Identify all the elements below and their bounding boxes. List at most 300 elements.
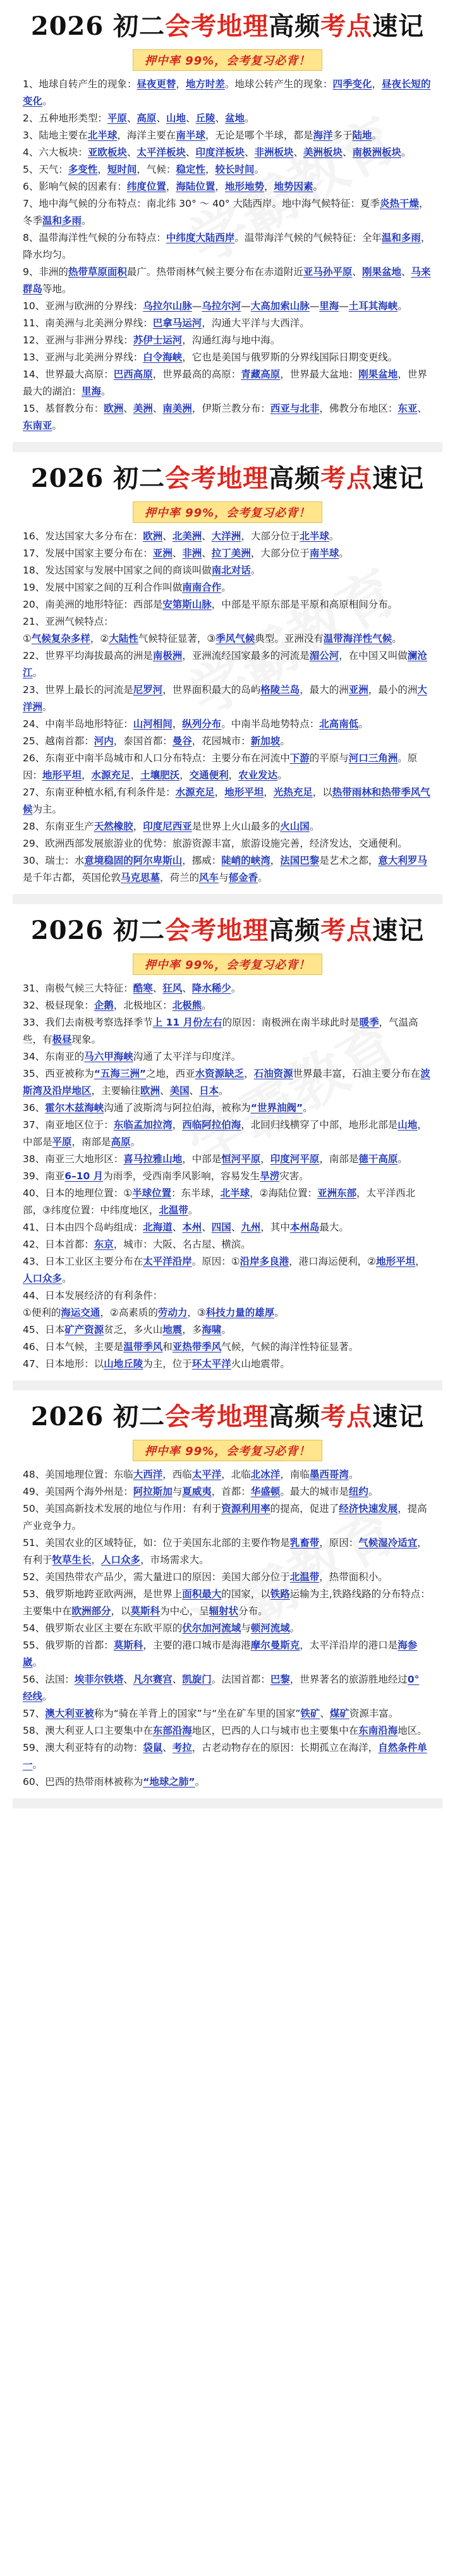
point-text: ，佛教分布地区： (319, 403, 398, 414)
point-text: 、 (123, 403, 133, 414)
point-text: 、 (182, 983, 192, 994)
key-term: 山河相间 (133, 718, 173, 730)
key-term: 海啸 (202, 1324, 222, 1335)
key-term: 温和多雨 (381, 232, 421, 243)
point-item (23, 298, 432, 315)
point-text: 3、陆地主要在 (23, 130, 88, 141)
point-text: 。 (245, 113, 255, 124)
point-text: 。 (202, 1000, 212, 1011)
point-text: 是世界上火山最多的 (191, 821, 281, 832)
key-term: 乌拉尔山脉 (143, 300, 192, 312)
point-text: 13、亚洲与北美洲分界线： (23, 352, 143, 363)
point-text: ，主要的港口城市是海港 (143, 1640, 251, 1651)
point-text: 。 (130, 1136, 141, 1148)
point-text: 40、日本的地理位置：① (23, 1187, 133, 1199)
point-text: ，在中国又叫做 (339, 650, 408, 661)
point-text: ， (179, 770, 190, 781)
point-text: 10、亚洲与欧洲的分界线： (23, 300, 143, 312)
key-term: 水源充足 (91, 770, 131, 781)
key-term: 本州 (182, 1222, 202, 1233)
point-text: ，原因： (319, 1537, 359, 1549)
key-term: 非洲 (182, 548, 202, 559)
point-text: ， (133, 821, 143, 832)
point-item (23, 613, 432, 630)
key-term: 极昼 (52, 1034, 72, 1045)
point-item (23, 784, 432, 818)
point-text: 、 (172, 548, 183, 559)
point-text: ，花园城市： (191, 735, 251, 747)
point-item (23, 579, 432, 596)
point-text: 52、美国热带农产品少，需大量进口的原因：美国大部分位于 (23, 1571, 290, 1583)
point-item (23, 1535, 432, 1569)
point-text: 35、西亚被称为 (23, 1068, 94, 1079)
point-text: ，世界最大盆地： (280, 369, 359, 380)
point-text: 。原因： (23, 752, 418, 781)
point-text: ， (166, 181, 176, 192)
key-term: 下游 (289, 752, 310, 764)
point-text: 。地球公转产生的现象： (224, 78, 333, 90)
title-part-title-end: 速记 (372, 1402, 425, 1432)
point-item (23, 1048, 432, 1065)
key-term: 凯旋门 (182, 1674, 212, 1685)
key-term: 埃菲尔铁塔 (74, 1674, 124, 1685)
key-term: 里海 (319, 300, 339, 312)
point-text: 25、越南首都： (23, 735, 94, 747)
point-text: 。法国首都： (211, 1674, 270, 1685)
point-text: ，亚洲流经国家最多的河流是 (182, 650, 310, 661)
point-list (23, 528, 432, 886)
key-term: 美国 (169, 1085, 190, 1096)
point-text: ， (172, 1119, 183, 1131)
point-text: ，海洋主要在 (117, 130, 176, 141)
point-item (23, 366, 432, 400)
key-term: 安第斯山脉 (162, 599, 212, 610)
point-text: 44、日本发展经济的有利条件： (23, 1290, 163, 1301)
point-text: 12、亚洲与非洲分界线： (23, 334, 133, 346)
key-term: 自然条件单一 (23, 1742, 427, 1770)
key-term: 海陆位置 (176, 181, 215, 192)
key-term: 河口三角洲 (348, 752, 398, 764)
point-item (23, 1483, 432, 1500)
key-term: 马克思墓 (121, 872, 161, 883)
point-text: 15、基督教分布： (23, 403, 104, 414)
key-term: 本州岛 (289, 1222, 320, 1233)
point-text: 38、南亚三大地形区： (23, 1153, 124, 1165)
point-text: 。 (62, 1273, 72, 1284)
key-term: 四季变化 (332, 78, 372, 90)
point-item (23, 1014, 432, 1048)
point-item (23, 1774, 432, 1791)
point-text: 、 (352, 266, 362, 278)
point-text: ①便利的 (23, 1307, 61, 1318)
title-part-title-year: 2026 初二 (30, 11, 166, 41)
key-term: 太平洋沿岸 (143, 1256, 192, 1267)
point-text: 。 (52, 420, 63, 431)
key-term: 海参崴 (23, 1640, 418, 1668)
key-term: 陆地 (352, 130, 372, 141)
key-term: 河内 (94, 735, 114, 747)
point-text: 9、非洲的 (23, 266, 68, 278)
title-part-title-red2: 考点 (320, 1402, 373, 1432)
point-item (23, 1356, 432, 1373)
key-term: 莫斯科 (130, 1605, 161, 1617)
key-term: 北温带 (159, 1205, 188, 1216)
key-term: 新加坡 (250, 735, 281, 747)
key-term: 大洋洲 (23, 684, 427, 713)
key-term: 人口众多 (23, 1273, 63, 1284)
point-text: 之地，西亚 (146, 1068, 195, 1079)
point-item (23, 161, 432, 178)
key-term: 曼谷 (172, 735, 192, 747)
point-text: 19、发展中国家之间的互利合作叫做 (23, 582, 183, 593)
point-text: 46、日本气候，主要是 (23, 1341, 124, 1352)
point-text: 、 (189, 1085, 200, 1096)
slogan-banner: 押中率 99%，会考复习必背！ (133, 49, 322, 71)
point-text: ：东半球， (171, 1187, 221, 1199)
key-term: “世界油阀” (250, 1102, 303, 1113)
point-text: 。 (274, 1307, 284, 1318)
point-text: 27、东南亚种植水稻,有利条件是： (23, 787, 176, 798)
point-text: 、 (215, 113, 225, 124)
key-term: 乌拉尔河 (202, 300, 241, 312)
point-text: 。 (289, 1622, 300, 1634)
point-text: ① (23, 633, 32, 644)
key-term: 德干高原 (358, 1153, 398, 1165)
key-term: 巴黎 (270, 1674, 290, 1685)
key-term: 郁金香 (228, 872, 258, 883)
point-text: ，主要输往 (91, 1085, 141, 1096)
point-text: 59、澳大利亚特有的动物： (23, 1742, 143, 1753)
key-term: 大高加索山脉 (250, 300, 310, 312)
key-term: 东南亚 (23, 420, 52, 431)
point-text: 、 (156, 113, 166, 124)
point-text: 、 (343, 147, 353, 158)
point-text: ，挪威： (182, 855, 222, 866)
point-text: 。 (368, 1486, 379, 1497)
point-text: ，② (90, 633, 109, 644)
key-term: 美洲板块 (303, 147, 343, 158)
point-text: ，世界最高的高原： (152, 369, 241, 380)
key-term: 纽约 (348, 1486, 368, 1497)
point-text: 22、世界平均海拔最高的洲是 (23, 650, 153, 661)
point-text: — (191, 300, 202, 312)
key-term: 四国 (211, 1222, 231, 1233)
point-text: 43、日本工业区主要分布在 (23, 1256, 143, 1267)
point-text: 。 (372, 130, 382, 141)
key-term: 南半球 (309, 548, 339, 559)
key-term: 印度河平原 (270, 1153, 320, 1165)
point-text: 6、影响气候的因素有： (23, 181, 127, 192)
key-term: 石油资源 (253, 1068, 293, 1079)
point-text: 。 (101, 386, 111, 397)
key-term: 天然橡胶 (94, 821, 133, 832)
point-text: ， (130, 770, 141, 781)
key-term: 波斯湾及沿岸地区 (23, 1068, 430, 1096)
point-text: ， (205, 164, 215, 175)
point-text: 7、地中海气候的分布特点：南北纬 30° ～ 40° 大陆西岸。地中海气候特征：夏季 (23, 198, 380, 209)
key-term: 亚热带季风 (172, 1341, 222, 1352)
key-term: 交通便利 (189, 770, 229, 781)
key-term: 澜沧江 (23, 650, 427, 678)
point-item (23, 1117, 432, 1151)
key-term: 南北对话 (211, 565, 251, 576)
point-text: — (339, 300, 349, 312)
point-item (23, 733, 432, 750)
title-part-title-red: 会考地理 (165, 11, 269, 41)
point-text: 。 (313, 181, 323, 192)
point-text: ， (270, 855, 281, 866)
point-text: ，气候： (136, 164, 176, 175)
point-text: 与 (241, 1622, 251, 1634)
point-text: 、 (123, 1674, 133, 1685)
key-term: 大西洋 (133, 1469, 163, 1480)
point-text: 沟通了波斯湾与阿拉伯海，被称为 (104, 1102, 251, 1113)
point-text: 39、南亚 (23, 1170, 65, 1182)
point-item (23, 562, 432, 579)
point-text: 为主。 (32, 804, 63, 815)
point-text: ，③ (187, 1307, 206, 1318)
key-term: 恒河平原 (221, 1153, 261, 1165)
point-text: ， (172, 718, 183, 730)
point-item (23, 178, 432, 195)
key-term: 南半球 (176, 130, 205, 141)
point-text: 45、日本 (23, 1324, 65, 1335)
point-text: 。最大的城市是 (280, 1486, 349, 1497)
point-item (23, 1236, 432, 1253)
key-term: 东南沿海 (358, 1725, 398, 1736)
key-term: 巴西高原 (113, 369, 153, 380)
key-term: 地方时差 (185, 78, 225, 90)
key-term: 亚洲东部 (317, 1187, 357, 1199)
point-item (23, 1620, 432, 1637)
point-text: 。 (397, 1153, 408, 1165)
point-text: ， (82, 770, 92, 781)
point-text: 54、俄罗斯农业区主要在东欧平原的 (23, 1622, 183, 1634)
key-term: 北冰洋 (250, 1469, 281, 1480)
point-text: — (241, 300, 251, 312)
key-term: 地形地势 (224, 181, 264, 192)
key-term: 北海道 (143, 1222, 173, 1233)
card-title (23, 9, 432, 44)
key-term: 酷寒 (133, 983, 153, 994)
key-term: 南极洲 (152, 650, 183, 661)
point-text: 等地。 (42, 283, 72, 295)
point-text: ，有利于 (23, 1537, 427, 1566)
point-text: 17、发展中国家主要分布在： (23, 548, 153, 559)
key-term: 煤矿 (329, 1708, 349, 1719)
point-text: 。 (277, 770, 288, 781)
point-item (23, 835, 432, 852)
point-text: ， (264, 787, 274, 798)
key-term: 风车 (199, 872, 219, 883)
point-item (23, 1253, 432, 1287)
point-text: 地区。 (397, 1725, 427, 1736)
point-text: 气候特征显著，③ (138, 633, 216, 644)
title-part-title-mid: 高频 (269, 1402, 321, 1432)
key-term: 火山国 (280, 821, 310, 832)
key-term: 资源利用率 (221, 1503, 270, 1514)
key-term: 水资源缺乏 (195, 1068, 245, 1079)
key-term: 地势因素 (274, 181, 313, 192)
point-text: 、 (126, 113, 137, 124)
point-text: ，市场需求大。 (140, 1554, 209, 1566)
key-term: 温带海洋性气候 (323, 633, 392, 644)
point-text: ， (214, 787, 225, 798)
key-term: 西亚与北非 (270, 403, 320, 414)
key-term: 北高南低 (319, 718, 359, 730)
key-term: 莫斯科 (113, 1640, 143, 1651)
card-title (23, 461, 432, 496)
key-term: 热带草原面积 (68, 266, 127, 278)
key-term: 纬度位置 (126, 181, 166, 192)
point-item (23, 76, 432, 110)
point-text: 灾害。 (279, 1170, 309, 1182)
point-text: ，太平洋沿岸的港口是 (300, 1640, 398, 1651)
note-card (13, 0, 442, 452)
point-text: 24、中南半岛地形特征： (23, 718, 133, 730)
key-term: 温和多雨 (42, 215, 82, 226)
key-term: 北半球 (220, 1187, 250, 1199)
key-term: 劳动力 (157, 1307, 188, 1318)
point-text: ，北极地区： (113, 1000, 173, 1011)
point-text: 与 (219, 872, 229, 883)
key-term: 平原 (107, 113, 127, 124)
point-text: ，北回归线横穿了中部，地形北部是 (241, 1119, 398, 1131)
point-item (23, 1466, 432, 1483)
key-term: 阿拉斯加 (133, 1486, 173, 1497)
point-text: ，大部分位于 (241, 531, 300, 542)
point-text: 16、发达国家大多分布在： (23, 531, 143, 542)
title-part-title-end: 速记 (372, 463, 425, 493)
point-text: ，②高素质的 (100, 1307, 158, 1318)
point-text: ，热带面积小。 (319, 1571, 388, 1583)
key-term: 季风气候 (215, 633, 255, 644)
key-term: 马来群岛 (23, 266, 431, 295)
key-term: 稳定性 (176, 164, 205, 175)
key-term: 昼夜长短的变化 (23, 78, 431, 107)
point-text: 、 (244, 147, 255, 158)
point-text: 。 (188, 1205, 198, 1216)
point-text: ，它也是美国与俄罗斯的分界线国际日期变更线。 (182, 352, 398, 363)
point-item (23, 1219, 432, 1236)
key-term: 欧洲 (104, 403, 124, 414)
key-term: 人口众多 (101, 1554, 141, 1566)
key-term: 丘陵 (195, 113, 215, 124)
key-term: 印度洋板块 (195, 147, 245, 158)
point-text: 、 (185, 147, 196, 158)
point-text: 、 (417, 403, 427, 414)
point-text: 31、南极气候三大特征： (23, 983, 133, 994)
key-term: 6–10 月 (64, 1170, 104, 1182)
key-term: 非洲板块 (254, 147, 294, 158)
point-text: 30、瑞士：水 (23, 855, 85, 866)
point-item (23, 545, 432, 562)
key-term: 北温带 (289, 1571, 320, 1583)
point-item (23, 1569, 432, 1586)
point-text: 14、世界最大高原： (23, 369, 114, 380)
point-text: 。 (32, 1759, 43, 1770)
key-term: 光热充足 (273, 787, 313, 798)
note-card (13, 904, 442, 1390)
key-term: 气候湿冷适宜 (358, 1537, 418, 1549)
point-text: 。 (258, 872, 268, 883)
point-text: ，以 (111, 1605, 131, 1617)
point-text: ，最大的洲 (300, 684, 349, 696)
point-text: 为主，位于 (143, 1358, 192, 1370)
point-text: 56、法国： (23, 1674, 75, 1685)
point-text: — (309, 300, 320, 312)
point-text: ，沟通大平洋与大西洋。 (202, 317, 310, 329)
key-term: 山地丘陵 (104, 1358, 143, 1370)
point-text: 。 (397, 300, 408, 312)
key-term: 墨西哥湾 (309, 1469, 349, 1480)
point-text: ，港口海运便利，② (289, 1256, 377, 1267)
point-text: 2、五种地形类型： (23, 113, 107, 124)
point-text: ，古老动物存在的原因：长期孤立在海洋， (191, 1742, 379, 1753)
point-text: ，最小的洲 (368, 684, 418, 696)
point-text: 。温带海洋气候的气候特征：全年 (234, 232, 382, 243)
point-text: 53、俄罗斯地跨亚欧两洲，是世界上 (23, 1588, 183, 1600)
point-text: 。中南半岛地势特点： (221, 718, 320, 730)
point-text: 50、美国高新技术发展的地位与作用：有利于 (23, 1503, 222, 1514)
point-text: 。原因：① (191, 1256, 240, 1267)
point-text: ， (215, 181, 225, 192)
key-term: 平原 (52, 1136, 72, 1148)
key-term: 伏尔加河流域 (182, 1622, 241, 1634)
point-text: 为中心，呈 (160, 1605, 209, 1617)
point-text: 60、巴西的热带雨林被称为 (23, 1776, 143, 1788)
key-term: 日本 (199, 1085, 219, 1096)
point-text: ，中部是平原东部是平原和高原相间分布。 (211, 599, 398, 610)
point-text: 的提高，促进了 (270, 1503, 339, 1514)
point-text: ，以 (312, 787, 332, 798)
point-item (23, 852, 432, 886)
key-term: 山地 (397, 1119, 418, 1131)
point-text: ，其中 (260, 1222, 290, 1233)
point-text: ，北临 (221, 1469, 251, 1480)
key-term: 东部沿海 (152, 1725, 192, 1736)
point-text: ， (244, 1068, 254, 1079)
key-term: 山地 (166, 113, 186, 124)
title-part-title-red2: 考点 (320, 11, 373, 41)
point-text: 、 (172, 1674, 183, 1685)
key-term: 热带雨林和热带季风气候 (23, 787, 430, 815)
point-text: 分布。 (238, 1605, 268, 1617)
key-term: 企鹅 (94, 1000, 114, 1011)
key-term: 海运交通 (61, 1307, 100, 1318)
key-term: 马六甲海峡 (84, 1051, 133, 1062)
point-text: ，西临 (162, 1469, 192, 1480)
point-item (23, 1739, 432, 1774)
point-list (23, 1466, 432, 1791)
point-text: 37、南亚地区位于： (23, 1119, 114, 1131)
key-term: 东亚 (397, 403, 418, 414)
point-text: 。 (250, 565, 261, 576)
point-text: 34、东南亚的 (23, 1051, 85, 1062)
key-term: 旱涝 (260, 1170, 280, 1182)
point-text: 29、欧洲西部发展旅游业的优势：旅游资源丰富，旅游设施完善，经济发达，交通便利。 (23, 838, 408, 849)
point-item (23, 980, 432, 997)
title-part-title-year: 2026 初二 (30, 916, 166, 945)
key-term: 北半球 (87, 130, 118, 141)
point-text: 。 (392, 633, 402, 644)
point-text: 资源丰富。 (349, 1708, 399, 1719)
point-text: 51、美国农业的区域特征，如：位于美国东北部的主要作物是 (23, 1537, 290, 1549)
point-text: 、 (293, 147, 303, 158)
key-term: 格陵兰岛 (260, 684, 300, 696)
key-term: 纵列分布 (182, 718, 222, 730)
key-term: 南美洲 (162, 403, 192, 414)
